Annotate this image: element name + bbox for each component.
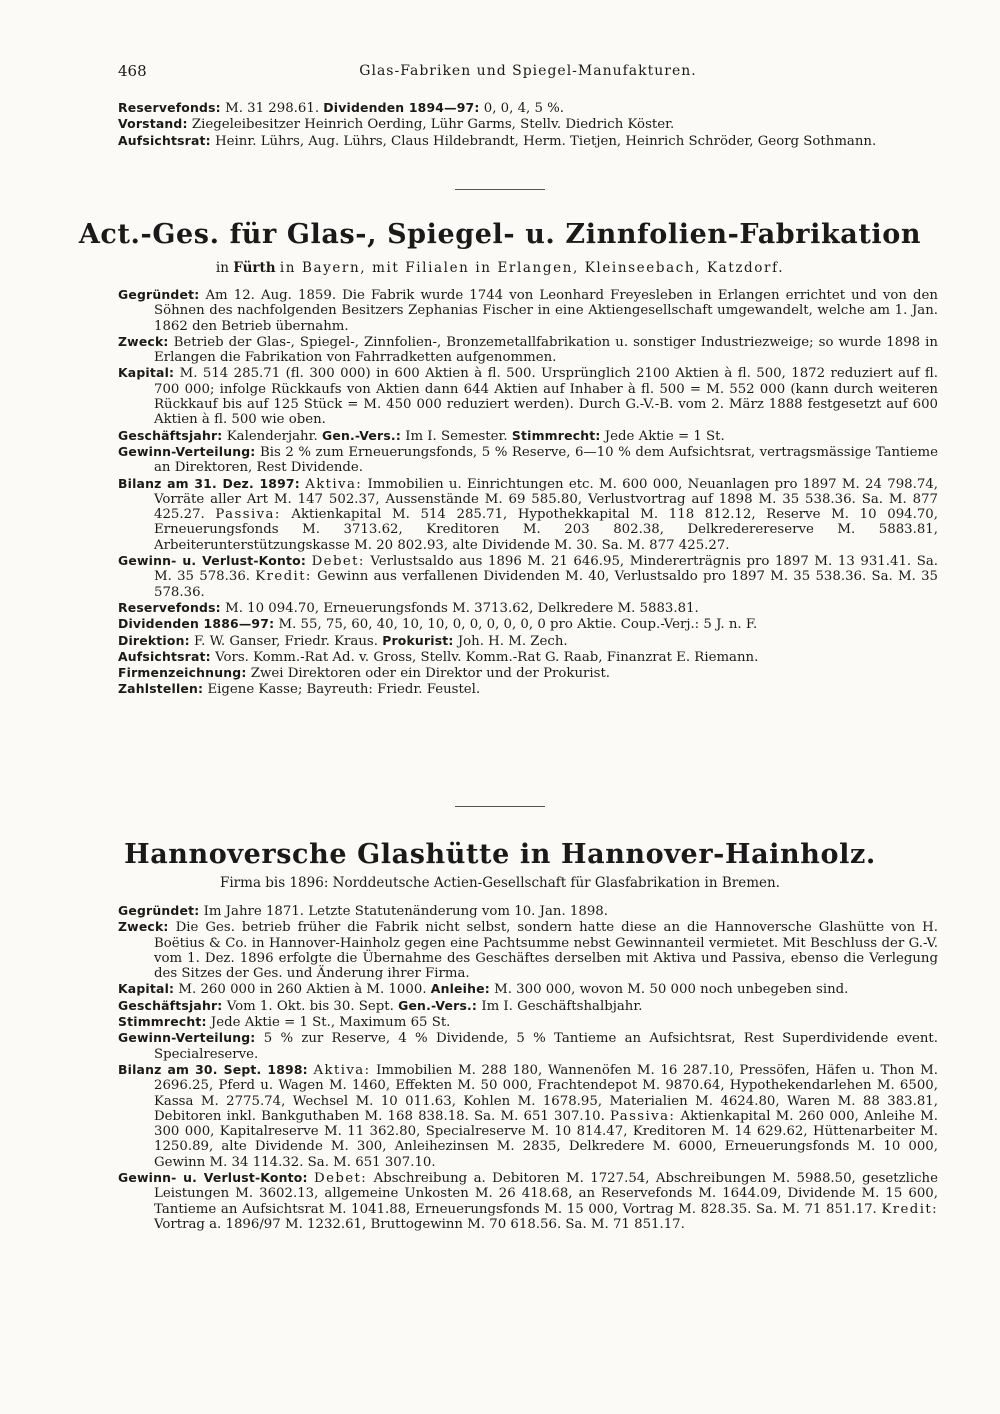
entry-sublabel: Debet: bbox=[314, 1171, 368, 1187]
entry-text: Bis 2 % zum Erneuerungsfonds, 5 % Reserve, 6—10 % dem Aufsichtsrat, vertragsmässige Tantieme an Direktoren, Rest Dividende. bbox=[154, 444, 938, 476]
entry-label: Bilanz am 30. Sept. 1898: bbox=[118, 1061, 308, 1077]
section-divider bbox=[455, 189, 545, 190]
company-entries bbox=[118, 903, 938, 1232]
entry-kapital bbox=[118, 981, 938, 997]
entry-label: Gegründet: bbox=[118, 903, 200, 918]
company-entries bbox=[118, 287, 938, 698]
entry-label: Vorstand: bbox=[118, 116, 188, 132]
entry-zweck bbox=[118, 919, 938, 981]
entry-zweck bbox=[118, 334, 938, 366]
entry-vorstand bbox=[118, 116, 938, 132]
entry-text: Eigene Kasse; Bayreuth: Friedr. Feustel. bbox=[207, 682, 481, 698]
entry-gegruendet bbox=[118, 287, 938, 334]
entry-text: Vom 1. Okt. bis 30. Sept. bbox=[226, 998, 394, 1014]
entry-text: Heinr. Lührs, Aug. Lührs, Claus Hildebrandt, Herm. Tietjen, Heinrich Schröder, Georg Sothmann. bbox=[215, 133, 877, 149]
section-divider bbox=[455, 806, 545, 807]
entry-firmenzeichnung bbox=[118, 665, 938, 681]
entry-sublabel: Debet: bbox=[311, 554, 365, 570]
entry-sublabel: Passiva: bbox=[215, 507, 281, 523]
entry-text: Ziegeleibesitzer Heinrich Oerding, Lühr Garms, Stellv. Diedrich Köster. bbox=[191, 117, 675, 133]
previous-company-tail bbox=[118, 100, 938, 149]
entry-label: Gegründet: bbox=[118, 287, 200, 302]
entry-sublabel: Aktiva: bbox=[305, 476, 363, 492]
entry-text: Zwei Direktoren oder ein Direktor und der Prokurist. bbox=[250, 666, 611, 682]
entry-label: Gewinn-Verteilung: bbox=[118, 443, 256, 459]
entry-label: Stimmrecht: bbox=[511, 427, 601, 443]
entry-gewinn-verteilung bbox=[118, 1030, 938, 1062]
entry-kapital bbox=[118, 365, 938, 427]
entry-gewinn-verteilung bbox=[118, 444, 938, 476]
entry-text: M. 31 298.61. bbox=[225, 101, 320, 116]
entry-text: Vortrag a. 1896/97 M. 1232.61, Bruttogewinn M. 70 618.56. Sa. M. 71 851.17. bbox=[154, 1216, 685, 1232]
entry-label: Gewinn-Verteilung: bbox=[118, 1030, 256, 1046]
entry-text: Immobilien M. 288 180, Wannenöfen M. 16 287.10, Pressöfen, Häfen u. Thon M. 2696.25, Pferd u. Wagen M. 1460, Effekten M. 50 000, Frachtendepot M. 9870.64, Hypothekendarlehen M. 6500, Kassa M. 2775.74, Wechsel M. 10 011.63, Kohlen M. 1678.95, Materialien M. 4624.80, Waren M. 88 383.81, Debitoren inkl. Bankguthaben M. 168 838.18. Sa. M. 651 307.10. bbox=[154, 1062, 938, 1124]
entry-label: Zahlstellen: bbox=[118, 681, 204, 697]
company-subtitle bbox=[0, 261, 1000, 276]
entry-label: Zweck: bbox=[118, 919, 169, 935]
entry-gewinn-verlust bbox=[118, 1170, 938, 1232]
running-title: Glas-Fabriken und Spiegel-Manufakturen. bbox=[359, 63, 697, 79]
entry-label: Geschäftsjahr: bbox=[118, 997, 223, 1013]
entry-text: Am 12. Aug. 1859. Die Fabrik wurde 1744 von Leonhard Freyesleben in Erlangen errichtet und von den Söhnen des nachfolgenden Besitzers Zephanias Fischer in eine Aktiengesellschaft umgewandelt, welche am 1. Jan. 1862 den Betrieb übernahm. bbox=[154, 288, 938, 334]
entry-stimmrecht bbox=[118, 1014, 938, 1030]
entry-label: Dividenden 1894—97: bbox=[323, 100, 480, 115]
entry-bilanz bbox=[118, 476, 938, 553]
company-title: Act.-Ges. für Glas-, Spiegel- u. Zinnfolien-Fabrikation bbox=[78, 219, 922, 250]
entry-aufsichtsrat bbox=[118, 133, 938, 149]
entry-text: Vors. Komm.-Rat Ad. v. Gross, Stellv. Komm.-Rat G. Raab, Finanzrat E. Riemann. bbox=[215, 649, 759, 665]
entry-text: Kalenderjahr. bbox=[226, 428, 318, 444]
entry-label: Geschäftsjahr: bbox=[118, 427, 223, 443]
entry-gegruendet bbox=[118, 903, 938, 919]
subtitle-city: Fürth bbox=[233, 260, 276, 276]
running-header bbox=[118, 64, 938, 82]
entry-sublabel: Kredit: bbox=[881, 1201, 938, 1217]
company-subtitle: Firma bis 1896: Norddeutsche Actien-Gesellschaft für Glasfabrikation in Bremen. bbox=[220, 875, 780, 891]
entry-text: Aktienkapital M. 514 285.71, Hypothekkapital M. 118 812.12, Reserve M. 10 094.70, Erneuerungsfonds M. 3713.62, Kreditoren M. 203 802.38, Delkrederereserve M. 5883.81, Arbeiterunterstützungskasse M. 20 802.93, alte Dividende M. 30. Sa. M. 877 425.27. bbox=[154, 507, 938, 553]
entry-sublabel: Aktiva: bbox=[313, 1062, 371, 1078]
entry-geschaeftsjahr bbox=[118, 428, 938, 444]
entry-text: Jede Aktie = 1 St., Maximum 65 St. bbox=[210, 1015, 451, 1031]
entry-text: M. 55, 75, 60, 40, 10, 10, 0, 0, 0, 0, 0, 0 pro Aktie. Coup.-Verj.: 5 J. n. F. bbox=[278, 617, 758, 633]
entry-geschaeftsjahr bbox=[118, 998, 938, 1014]
entry-text: Jede Aktie = 1 St. bbox=[604, 428, 725, 444]
entry-label: Kapital: bbox=[118, 981, 175, 997]
page-number: 468 bbox=[118, 62, 147, 80]
entry-reservefonds bbox=[118, 100, 938, 116]
entry-text: F. W. Ganser, Friedr. Kraus. bbox=[193, 633, 378, 649]
entry-label: Reservefonds: bbox=[118, 599, 221, 615]
entry-dividenden bbox=[118, 616, 938, 632]
entry-text: Abschreibung a. Debitoren M. 1727.54, Abschreibungen M. 5988.50, gesetzliche Leistungen M. 3602.13, allgemeine Unkosten M. 26 418.68, an Reservefonds M. 1644.09, Dividende M. 15 600, Tantieme an Aufsichtsrat M. 1041.88, Erneuerungsfonds M. 15 000, Vortrag M. 828.35. Sa. M. 71 851.17. bbox=[154, 1171, 938, 1217]
entry-sublabel: Kredit: bbox=[255, 569, 312, 585]
entry-text: Im I. Semester. bbox=[405, 428, 508, 444]
company-title: Hannoversche Glashütte in Hannover-Hainholz. bbox=[124, 839, 876, 870]
entry-text: Im Jahre 1871. Letzte Statutenänderung vom 10. Jan. 1898. bbox=[203, 904, 608, 919]
entry-text: 5 % zur Reserve, 4 % Dividende, 5 % Tantieme an Aufsichtsrat, Rest Superdividende event. Specialreserve. bbox=[154, 1031, 938, 1062]
entry-text: Im I. Geschäftshalbjahr. bbox=[481, 998, 643, 1014]
entry-text: Betrieb der Glas-, Spiegel-, Zinnfolien-, Bronzemetallfabrikation u. sonstiger Industriezweige; so wurde 1898 in Erlangen die Fabrikation von Fahrradketten aufgenommen. bbox=[154, 334, 938, 366]
entry-text: Joh. H. M. Zech. bbox=[457, 633, 568, 649]
entry-label: Gen.-Vers.: bbox=[398, 997, 478, 1013]
entry-gewinn-verlust bbox=[118, 553, 938, 600]
entry-text: Aktienkapital M. 260 000, Anleihe M. 300 000, Kapitalreserve M. 11 362.80, Specialreserve M. 10 814.47, Kreditoren M. 14 629.62, Hüttenarbeiter M. 1250.89, alte Dividende M. 300, Anleihezinsen M. 2835, Delkredere M. 6000, Erneuerungsfonds M. 10 000, Gewinn M. 34 114.32. Sa. M. 651 307.10. bbox=[154, 1108, 938, 1170]
entry-direktion bbox=[118, 633, 938, 649]
entry-label: Aufsichtsrat: bbox=[118, 648, 211, 664]
entry-sublabel: Passiva: bbox=[610, 1108, 676, 1124]
entry-label: Gen.-Vers.: bbox=[321, 427, 401, 443]
entry-label: Zweck: bbox=[118, 333, 169, 349]
entry-text: Die Ges. betrieb früher die Fabrik nicht selbst, sondern hatte diese an die Hannoversche Glashütte von H. Boëtius & Co. in Hannover-Hainholz gegen eine Pachtsumme nebst Gewinnanteil vermietet. Mit Beschluss der G.-V. vom 1. Dez. 1896 erfolgte die Übernahme des Geschäftes derselben mit Aktiva und Passiva, ebenso die Verlegung des Sitzes der Ges. und Änderung ihrer Firma. bbox=[154, 920, 938, 982]
entry-label: Prokurist: bbox=[382, 632, 454, 648]
entry-label: Aufsichtsrat: bbox=[118, 132, 211, 148]
entry-label: Direktion: bbox=[118, 632, 190, 648]
entry-label: Firmenzeichnung: bbox=[118, 665, 247, 681]
entry-text: Verlustsaldo aus 1896 M. 21 646.95, Mindererträgnis pro 1897 M. 13 931.41. Sa. M. 35 578.36. bbox=[154, 554, 938, 585]
entry-label: Dividenden 1886—97: bbox=[118, 616, 275, 632]
subtitle-pre: in bbox=[215, 260, 229, 276]
entry-text: M. 514 285.71 (fl. 300 000) in 600 Aktien à fl. 500. Ursprünglich 2100 Aktien à fl. 500, 1872 reduziert auf fl. 700 000; infolge Rückkaufs von Aktien dann 644 Aktien auf Inhaber à fl. 500 = M. 552 000 (kann durch weiteren Rückkauf bis auf 125 Stück = M. 450 000 reduziert werden). Durch G.-V.-B. vom 2. März 1888 festgesetzt auf 600 Aktien à fl. 500 wie oben. bbox=[154, 366, 939, 428]
subtitle-post: in Bayern, mit Filialen in Erlangen, Kleinseebach, Katzdorf. bbox=[279, 260, 785, 276]
entry-text: M. 10 094.70, Erneuerungsfonds M. 3713.62, Delkredere M. 5883.81. bbox=[225, 600, 699, 616]
entry-reservefonds bbox=[118, 600, 938, 616]
entry-label: Stimmrecht: bbox=[118, 1014, 207, 1030]
entry-label: Bilanz am 31. Dez. 1897: bbox=[118, 475, 300, 491]
entry-aufsichtsrat bbox=[118, 649, 938, 665]
entry-text: M. 300 000, wovon M. 50 000 noch unbegeben sind. bbox=[494, 982, 849, 998]
entry-text: Gewinn aus verfallenen Dividenden M. 40, Verlustsaldo pro 1897 M. 35 538.36. Sa. M. 35 578.36. bbox=[154, 569, 938, 600]
entry-label: Kapital: bbox=[118, 365, 175, 381]
entry-label: Anleihe: bbox=[430, 981, 490, 997]
entry-label: Gewinn- u. Verlust-Konto: bbox=[118, 1170, 308, 1186]
entry-label: Gewinn- u. Verlust-Konto: bbox=[118, 553, 306, 569]
entry-label: Reservefonds: bbox=[118, 100, 221, 115]
entry-text: Immobilien u. Einrichtungen etc. M. 600 000, Neuanlagen pro 1897 M. 24 798.74, Vorräte aller Art M. 147 502.37, Aussenstände M. 69 585.80, Verlustvortrag auf 1898 M. 35 538.36. Sa. M. 877 425.27. bbox=[154, 476, 939, 523]
entry-text: 0, 0, 4, 5 %. bbox=[483, 101, 565, 116]
entry-zahlstellen bbox=[118, 681, 938, 697]
entry-bilanz bbox=[118, 1062, 938, 1170]
entry-text: M. 260 000 in 260 Aktien à M. 1000. bbox=[178, 982, 427, 998]
